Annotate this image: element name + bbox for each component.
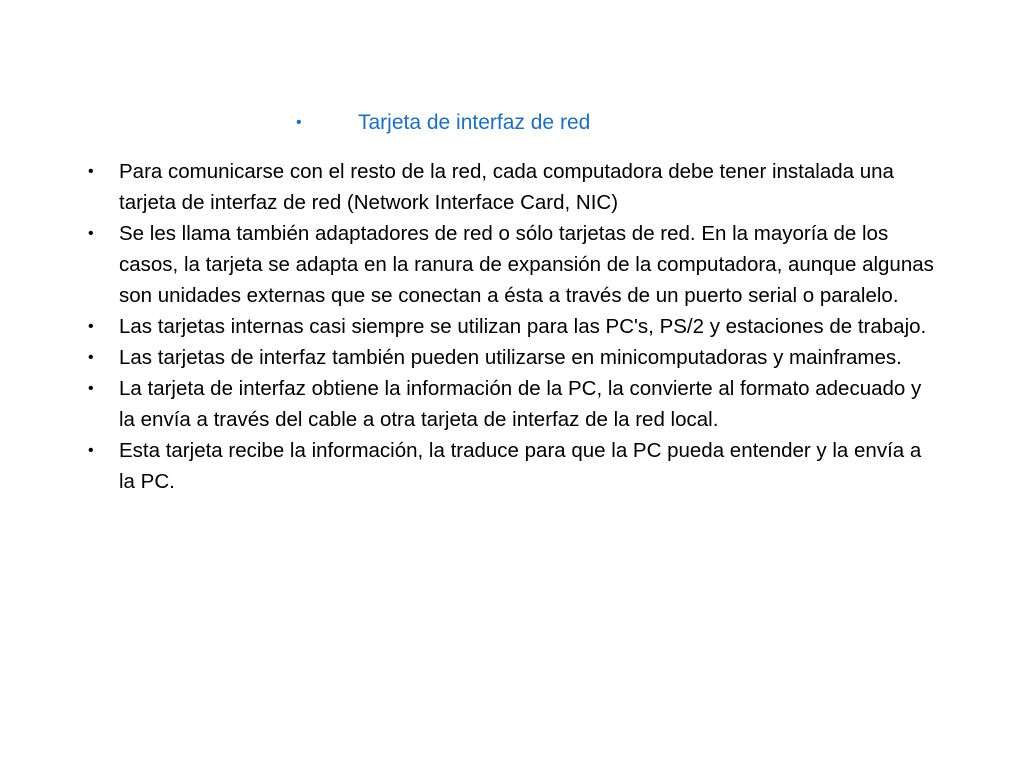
list-item — [88, 156, 938, 218]
bullet-marker: • — [88, 442, 94, 459]
bullet-marker: • — [88, 349, 94, 366]
heading-bullet: • — [296, 114, 302, 131]
heading-text: Tarjeta de interfaz de red — [358, 111, 591, 134]
bullet-marker: • — [88, 318, 94, 335]
list-item — [88, 373, 938, 435]
bullet-marker: • — [88, 380, 94, 397]
list-item — [88, 311, 938, 342]
bullet-text: Las tarjetas de interfaz también pueden utilizarse en minicomputadoras y mainframes. — [119, 346, 902, 369]
bullet-text: Esta tarjeta recibe la información, la traduce para que la PC pueda entender y la envía a la PC. — [119, 439, 922, 493]
bullet-list — [88, 156, 938, 497]
list-item — [88, 342, 938, 373]
bullet-text: Las tarjetas internas casi siempre se utilizan para las PC's, PS/2 y estaciones de trabajo. — [119, 315, 927, 338]
bullet-text: Para comunicarse con el resto de la red, cada computadora debe tener instalada una tarjeta de interfaz de red (Network Interface Card, NIC) — [119, 160, 894, 214]
bullet-marker: • — [88, 163, 94, 180]
slide-heading — [296, 106, 590, 140]
list-item — [88, 435, 938, 497]
bullet-text: Se les llama también adaptadores de red o sólo tarjetas de red. En la mayoría de los casos, la tarjeta se adapta en la ranura de expansión de la computadora, aunque algunas son unidades externas que se conectan a ésta a través de un puerto serial o paralelo. — [119, 222, 934, 307]
bullet-marker: • — [88, 225, 94, 242]
bullet-text: La tarjeta de interfaz obtiene la información de la PC, la convierte al formato adecuado y la envía a través del cable a otra tarjeta de interfaz de la red local. — [119, 377, 922, 431]
list-item — [88, 218, 938, 311]
